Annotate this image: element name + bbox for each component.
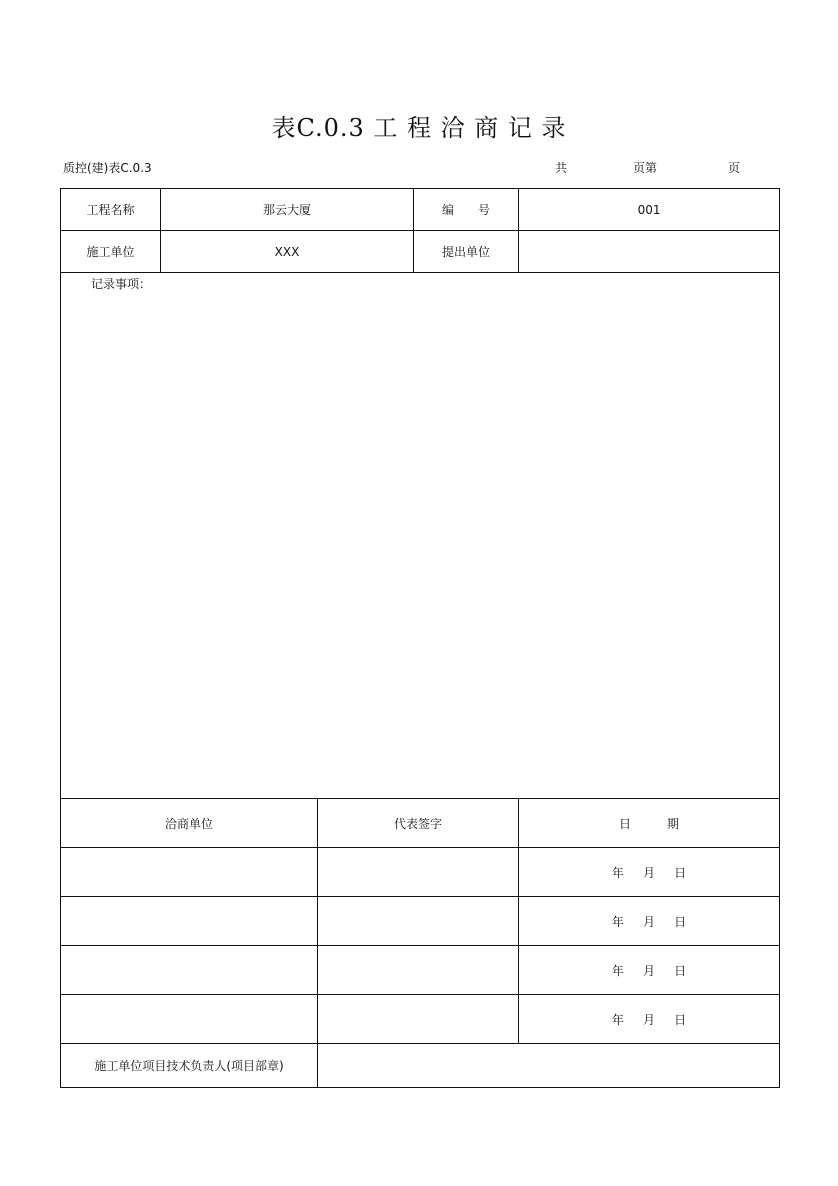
signature-unit-cell[interactable] bbox=[61, 848, 318, 897]
signature-sign-cell[interactable] bbox=[318, 848, 519, 897]
signature-row bbox=[61, 946, 780, 995]
month-label: 月 bbox=[643, 865, 656, 880]
project-name-label: 工程名称 bbox=[61, 189, 161, 231]
construction-unit-row bbox=[61, 231, 780, 273]
tech-lead-label: 施工单位项目技术负责人(项目部章) bbox=[61, 1044, 318, 1088]
number-label: 编 号 bbox=[414, 189, 519, 231]
project-name-value[interactable]: 那云大厦 bbox=[161, 189, 414, 231]
column-header-date: 日 期 bbox=[519, 799, 780, 848]
record-row bbox=[61, 273, 780, 799]
month-label: 月 bbox=[643, 914, 656, 929]
page-mid-label: 页第 bbox=[633, 161, 658, 175]
signature-unit-cell[interactable] bbox=[61, 897, 318, 946]
proposing-unit-value[interactable] bbox=[519, 231, 780, 273]
year-label: 年 bbox=[611, 865, 624, 880]
month-label: 月 bbox=[643, 1012, 656, 1027]
signature-date-cell[interactable] bbox=[519, 995, 780, 1044]
project-name-row bbox=[61, 189, 780, 231]
signature-sign-cell[interactable] bbox=[318, 897, 519, 946]
page-end-label: 页 bbox=[728, 161, 741, 175]
tech-lead-row bbox=[61, 1044, 780, 1088]
tech-lead-value[interactable] bbox=[318, 1044, 780, 1088]
day-label: 日 bbox=[674, 1012, 687, 1027]
column-header-unit: 洽商单位 bbox=[61, 799, 318, 848]
signature-date-cell[interactable] bbox=[519, 848, 780, 897]
signature-sign-cell[interactable] bbox=[318, 946, 519, 995]
year-label: 年 bbox=[611, 963, 624, 978]
signature-unit-cell[interactable] bbox=[61, 995, 318, 1044]
year-label: 年 bbox=[611, 1012, 624, 1027]
form-code: 质控(建)表C.0.3 bbox=[63, 161, 152, 175]
month-label: 月 bbox=[643, 963, 656, 978]
signature-row bbox=[61, 995, 780, 1044]
record-area[interactable] bbox=[61, 273, 780, 799]
number-value[interactable]: 001 bbox=[519, 189, 780, 231]
negotiation-record-form bbox=[60, 188, 780, 1088]
record-label: 记录事项： bbox=[91, 277, 152, 291]
day-label: 日 bbox=[674, 865, 687, 880]
signature-date-cell[interactable] bbox=[519, 897, 780, 946]
page-total-label: 共 bbox=[555, 161, 568, 175]
day-label: 日 bbox=[674, 963, 687, 978]
construction-unit-value[interactable]: XXX bbox=[161, 231, 414, 273]
column-header-signature: 代表签字 bbox=[318, 799, 519, 848]
year-label: 年 bbox=[611, 914, 624, 929]
proposing-unit-label: 提出单位 bbox=[414, 231, 519, 273]
signature-header-row bbox=[61, 799, 780, 848]
day-label: 日 bbox=[674, 914, 687, 929]
signature-row bbox=[61, 848, 780, 897]
signature-unit-cell[interactable] bbox=[61, 946, 318, 995]
construction-unit-label: 施工单位 bbox=[61, 231, 161, 273]
signature-row bbox=[61, 897, 780, 946]
signature-date-cell[interactable] bbox=[519, 946, 780, 995]
signature-sign-cell[interactable] bbox=[318, 995, 519, 1044]
page-title: 表C.0.3 工 程 洽 商 记 录 bbox=[271, 114, 567, 142]
